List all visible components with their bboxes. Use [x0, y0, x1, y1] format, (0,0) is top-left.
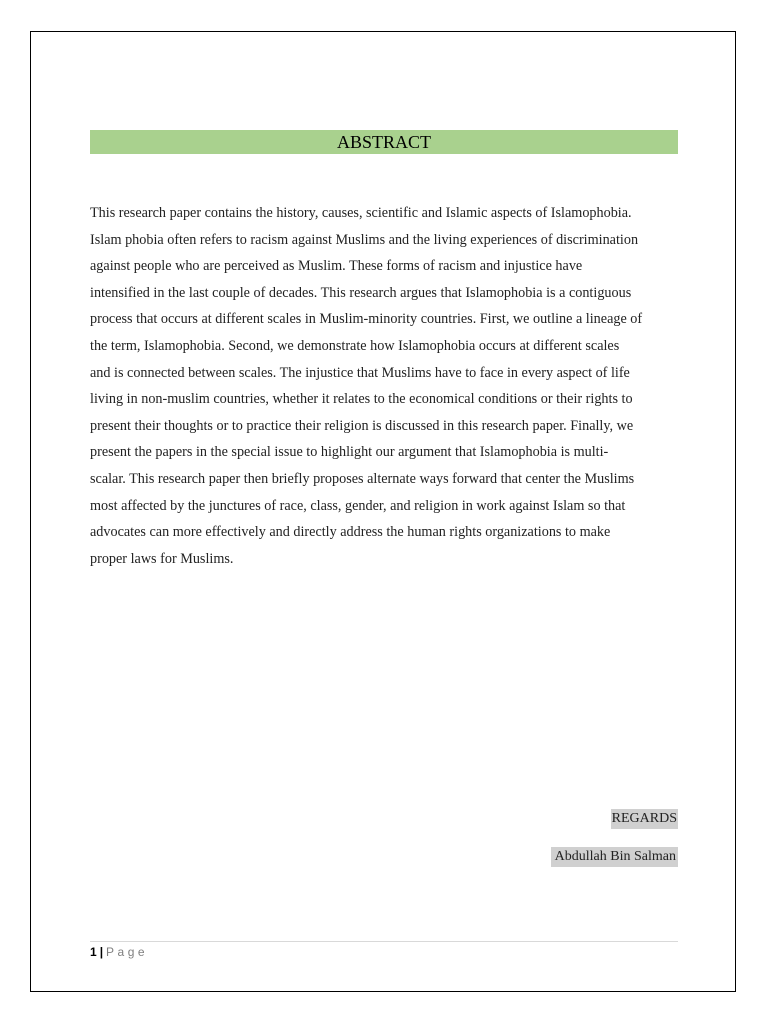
abstract-paragraph — [90, 200, 682, 572]
paragraph-line: against people who are perceived as Muslim. These forms of racism and injustice have — [90, 258, 583, 275]
footer-divider — [90, 941, 678, 942]
paragraph-line: scalar. This research paper then briefly proposes alternate ways forward that center the Muslims — [90, 470, 635, 487]
paragraph-line: intensified in the last couple of decades. This research argues that Islamophobia is a contiguous — [90, 284, 632, 301]
paragraph-line: most affected by the junctures of race, class, gender, and religion in work against Islam so that — [90, 497, 626, 514]
page-number: 1 — [90, 945, 97, 959]
paragraph-line: the term, Islamophobia. Second, we demonstrate how Islamophobia occurs at different scales — [90, 337, 620, 354]
paragraph-line: Islam phobia often refers to racism against Muslims and the living experiences of discrimination — [90, 231, 639, 248]
paragraph-line: and is connected between scales. The injustice that Muslims have to face in every aspect of life — [90, 364, 630, 381]
abstract-heading: ABSTRACT — [90, 130, 678, 154]
paragraph-line: living in non-muslim countries, whether it relates to the economical conditions or their rights to — [90, 391, 633, 408]
closing-regards: REGARDS — [611, 809, 678, 829]
paragraph-line: advocates can more effectively and directly address the human rights organizations to make — [90, 524, 611, 541]
author-name: Abdullah Bin Salman — [551, 847, 678, 867]
paragraph-line: This research paper contains the history, causes, scientific and Islamic aspects of Islamophobia. — [90, 205, 632, 221]
paragraph-line: process that occurs at different scales in Muslim-minority countries. First, we outline a lineage of — [90, 311, 643, 328]
paragraph-line: present their thoughts or to practice their religion is discussed in this research paper. Finally, we — [90, 417, 634, 434]
page-footer — [90, 943, 148, 961]
paragraph-line: present the papers in the special issue to highlight our argument that Islamophobia is multi- — [90, 444, 609, 461]
paragraph-line: proper laws for Muslims. — [90, 550, 234, 567]
footer-separator: | — [99, 945, 104, 959]
page-label: Page — [106, 945, 149, 959]
